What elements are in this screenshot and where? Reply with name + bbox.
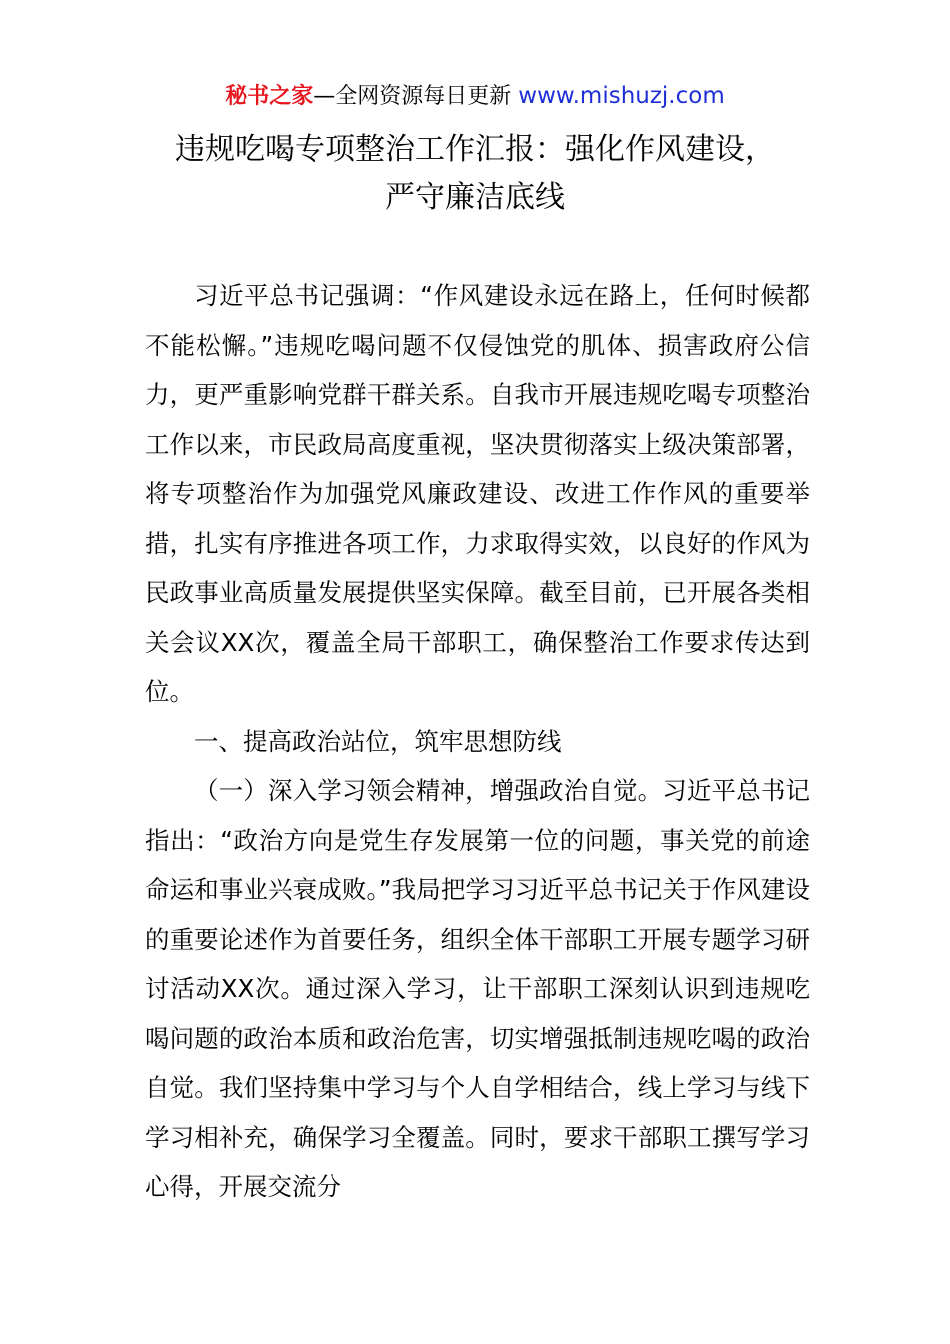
section-1-paragraph-1: （一）深入学习领会精神，增强政治自觉。习近平总书记指出：“政治方向是党生存发展第一位的问题，事关党的前途命运和事业兴衰成败。”我局把学习习近平总书记关于作风建设的重要论述作为首要任务，组织全体干部职工开展专题学习研讨活动XX次。通过深入学习，让干部职工深刻认识到违规吃喝问题的政治本质和政治危害，切实增强抵制违规吃喝的政治自觉。我们坚持集中学习与个人自学相结合，线上学习与线下学习相补充，确保学习全覆盖。同时，要求干部职工撰写学习心得，开展交流分 xyxy=(145,776,810,1201)
intro-paragraph: 习近平总书记强调：“作风建设永远在路上，任何时候都不能松懈。”违规吃喝问题不仅侵蚀党的肌体、损害政府公信力，更严重影响党群干群关系。自我市开展违规吃喝专项整治工作以来，市民政局高度重视，坚决贯彻落实上级决策部署，将专项整治作为加强党风廉政建设、改进工作作风的重要举措，扎实有序推进各项工作，力求取得实效，以良好的作风为民政事业高质量发展提供坚实保障。截至目前，已开展各类相关会议XX次，覆盖全局干部职工，确保整治工作要求传达到位。 xyxy=(145,281,810,706)
section-heading-1: 一、提高政治站位，筑牢思想防线 xyxy=(194,726,562,756)
brand-name: 秘书之家 xyxy=(225,84,314,109)
document-body xyxy=(145,271,810,1212)
site-header xyxy=(0,80,950,113)
document-title-line-2: 严守廉洁底线 xyxy=(385,180,565,215)
document-title-line-1: 违规吃喝专项整治工作汇报：强化作风建设， xyxy=(175,132,775,167)
header-tagline: —全网资源每日更新 xyxy=(313,84,512,109)
site-url-link[interactable]: www.mishuzj.com xyxy=(518,83,725,109)
document-title xyxy=(100,126,850,222)
